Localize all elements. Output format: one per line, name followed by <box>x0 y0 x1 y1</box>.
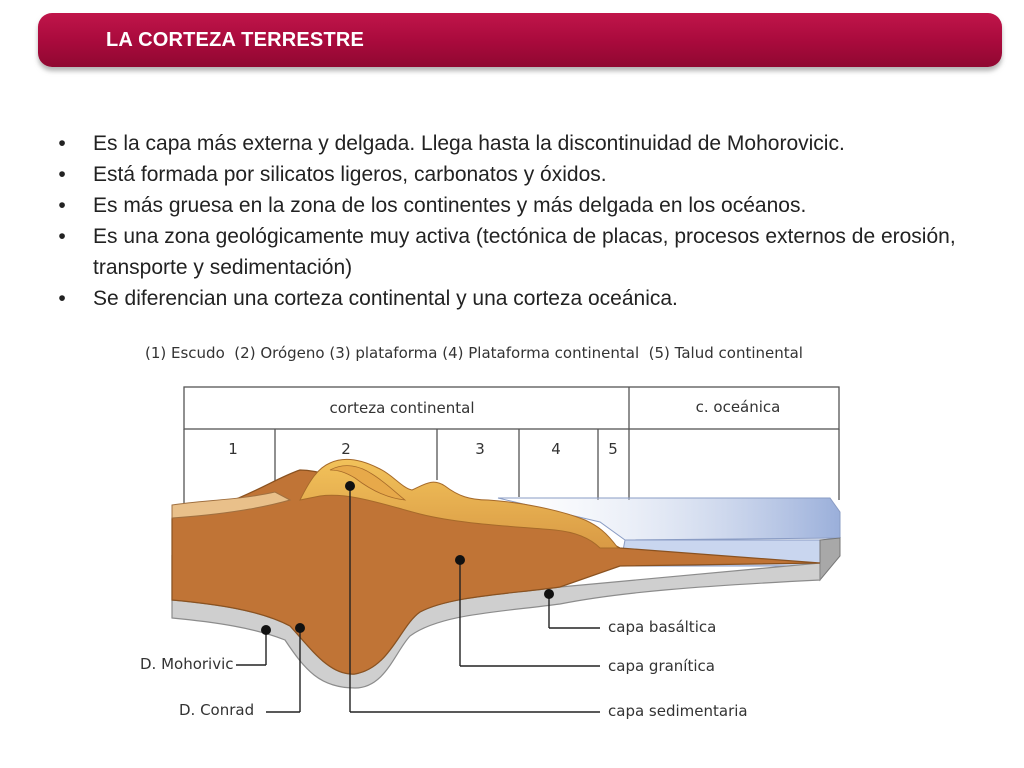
label-basaltic: capa basáltica <box>608 618 717 636</box>
label-mohorovic: D. Mohorivic <box>140 655 234 673</box>
zone-label: 5 <box>608 440 618 458</box>
title-bar <box>38 13 1002 67</box>
header-oceanic: c. oceánica <box>695 398 781 416</box>
crust-block <box>172 459 840 688</box>
label-sedimentary: capa sedimentaria <box>608 702 748 720</box>
bullet-text: Es más gruesa en la zona de los continentes y más delgada en los océanos. <box>93 194 807 217</box>
diagram-caption: (1) Escudo (2) Orógeno (3) plataforma (4) Plataforma continental (5) Talud continental <box>145 344 803 362</box>
bullet-list <box>52 128 982 314</box>
bullet-dot: • <box>58 132 66 155</box>
bullet-text: Se diferencian una corteza continental y una corteza oceánica. <box>93 287 678 310</box>
bullet-dot: • <box>58 287 66 310</box>
bullet-item <box>52 128 982 159</box>
zone-label: 3 <box>475 440 485 458</box>
header-continental: corteza continental <box>329 399 475 417</box>
page-title: LA CORTEZA TERRESTRE <box>106 29 365 51</box>
bullet-dot: • <box>58 225 66 248</box>
zone-label: 2 <box>341 440 351 458</box>
bullet-text: Está formada por silicatos ligeros, carbonatos y óxidos. <box>93 163 607 186</box>
bullet-dot: • <box>58 194 66 217</box>
bullet-text: Es la capa más externa y delgada. Llega hasta la discontinuidad de Mohorovicic. <box>93 132 845 155</box>
bullet-item <box>52 190 982 221</box>
bullet-item <box>52 159 982 190</box>
bullet-item <box>52 221 982 283</box>
bullet-text: Es una zona geológicamente muy activa (tectónica de placas, procesos externos de erosión, transporte y sedimentación) <box>93 225 956 279</box>
zone-label: 1 <box>228 440 238 458</box>
crust-diagram <box>0 330 1024 725</box>
label-granitic: capa granítica <box>608 657 715 675</box>
label-conrad: D. Conrad <box>179 701 255 719</box>
zone-label: 4 <box>551 440 561 458</box>
bullet-dot: • <box>58 163 66 186</box>
bullet-item <box>52 283 982 314</box>
